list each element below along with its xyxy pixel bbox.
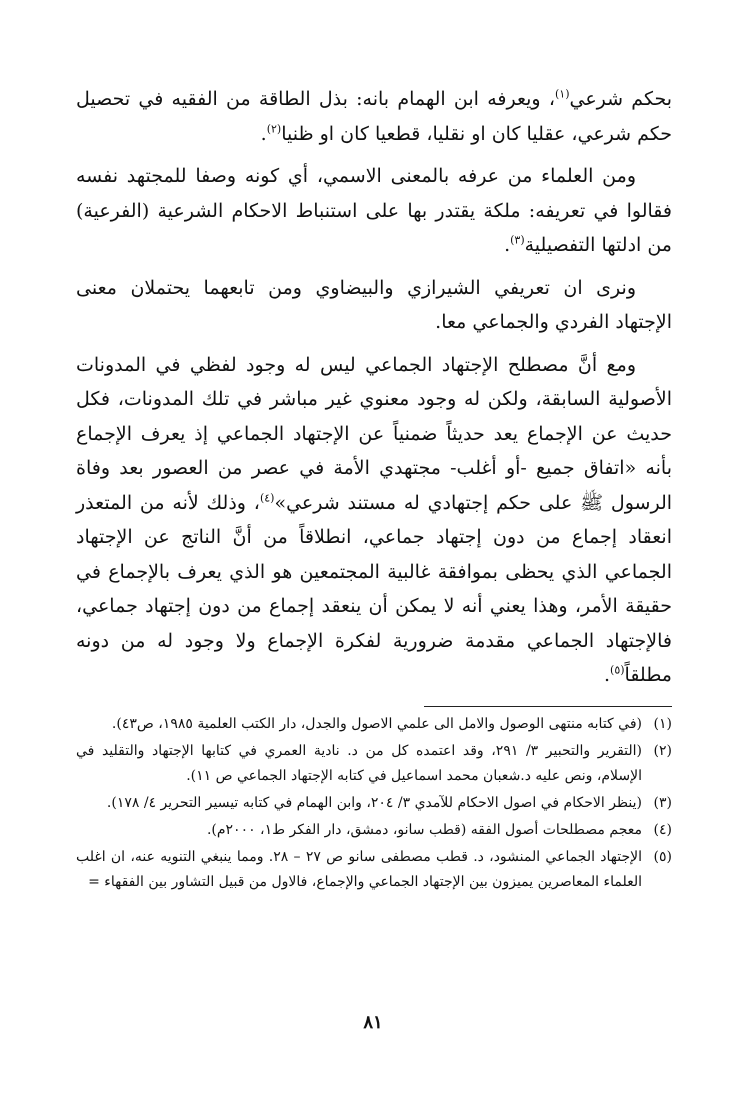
paragraph-2-text: ومن العلماء من عرفه بالمعنى الاسمي، أي كونه وصفا للمجتهد نفسه فقالوا في تعريفه: ملكة يقتدر بها على استنباط الاحكام الشرعية (الفرعية) من ادلتها التفصيلية — [76, 165, 672, 256]
footnote-3-number: (٣) — [653, 795, 672, 811]
footnote-ref-1[interactable]: (١) — [554, 87, 570, 101]
footnote-5-number: (٥) — [653, 849, 672, 865]
footnote-1-text: (في كتابه منتهى الوصول والامل الى علمي الاصول والجدل، دار الكتب العلمية ١٩٨٥، ص٤٣). — [111, 716, 642, 732]
paragraph-4-text-b: ، وذلك لأنه من المتعذر انعقاد إجماع من دون إجتهاد جماعي، انطلاقاً من أنَّ الناتج عن الإجتهاد الجماعي الذي يحظى بموافقة غالبية المجتمعين هو الذي يعرف بالإجماع في حقيقة الأمر، وهذا يعني أنه لا يمكن أن ينعقد إجماع من دون إجتهاد جماعي، فالإجتهاد الجماعي مقدمة ضرورية لفكرة الإجماع ولا وجود له من دونه مطلقاً — [76, 491, 672, 686]
paragraph-4-text-a: ومع أنَّ مصطلح الإجتهاد الجماعي ليس له وجود لفظي في المدونات الأصولية السابقة، ولكن له وجود معنوي غير مباشر في تلك المدونات، فكل حديث عن الإجماع يعد حديثاً ضمنياً عن الإجتهاد الجماعي إذ يعرف الإجماع بأنه «اتفاق جميع -أو أغلب- مجتهدي الأمة في عصر من العصور بعد وفاة الرسول ﷺ على حكم إجتهادي له مستند شرعي» — [76, 353, 673, 514]
paragraph-1-end: . — [260, 122, 267, 145]
footnote-4 — [76, 818, 672, 843]
footnote-4-number: (٤) — [653, 822, 672, 838]
footnote-3-text: (ينظر الاحكام في اصول الاحكام للآمدي ٣/ ٢٠٤، وابن الهمام في كتابه تيسير التحرير ٤/ ١٧٨). — [106, 795, 642, 811]
main-text — [76, 82, 672, 701]
paragraph-3: ونرى ان تعريفي الشيرازي والبيضاوي ومن تابعهما يحتملان معنى الإجتهاد الفردي والجماعي معا. — [76, 276, 672, 333]
footnote-5-text: الإجتهاد الجماعي المنشود، د. قطب مصطفى سانو ص ٢٧ – ٢٨. ومما ينبغي التنويه عنه، ان اغلب العلماء المعاصرين يميزون بين الإجتهاد الجماعي والإجماع، فالاول من قبيل التشاور بين الفقهاء = — [76, 849, 642, 890]
paragraph-2-end: . — [504, 234, 511, 256]
paragraph-1-text-b: ، ويعرفه ابن الهمام بانه: بذل الطاقة من الفقيه في تحصيل حكم شرعي، عقليا كان او نقليا، قطعيا كان او ظنيا — [76, 88, 672, 145]
footnote-2 — [76, 739, 672, 789]
footnote-2-text: (التقرير والتحبير ٣/ ٢٩١، وقد اعتمده كل من د. نادية العمري في كتابها الإجتهاد والتقليد في الإسلام، ونص عليه د.شعبان محمد اسماعيل في كتابه الإجتهاد الجماعي ص ١١). — [76, 743, 642, 784]
footnote-1 — [76, 712, 672, 737]
footnote-4-text: معجم مصطلحات أصول الفقه (قطب سانو، دمشق، دار الفكر ط١، ٢٠٠٠م). — [206, 822, 642, 838]
footnote-ref-4[interactable]: (٤) — [259, 491, 275, 505]
paragraph-1-text-a: بحكم شرعي — [569, 88, 672, 110]
footnote-1-number: (١) — [653, 716, 672, 732]
footnote-divider — [424, 706, 672, 707]
footnote-ref-5[interactable]: (٥) — [610, 663, 625, 677]
footnote-3 — [76, 791, 672, 816]
footnote-2-number: (٢) — [653, 743, 672, 759]
paragraph-2 — [76, 159, 672, 263]
paragraph-4 — [76, 348, 672, 693]
page-number: ٨١ — [363, 1012, 383, 1033]
footnote-5 — [76, 845, 672, 895]
paragraph-4-end: . — [603, 664, 611, 686]
footnote-ref-2[interactable]: (٢) — [266, 122, 282, 136]
paragraph-1 — [76, 82, 672, 151]
footnotes — [76, 712, 672, 897]
footnote-ref-3[interactable]: (٣) — [510, 233, 525, 247]
